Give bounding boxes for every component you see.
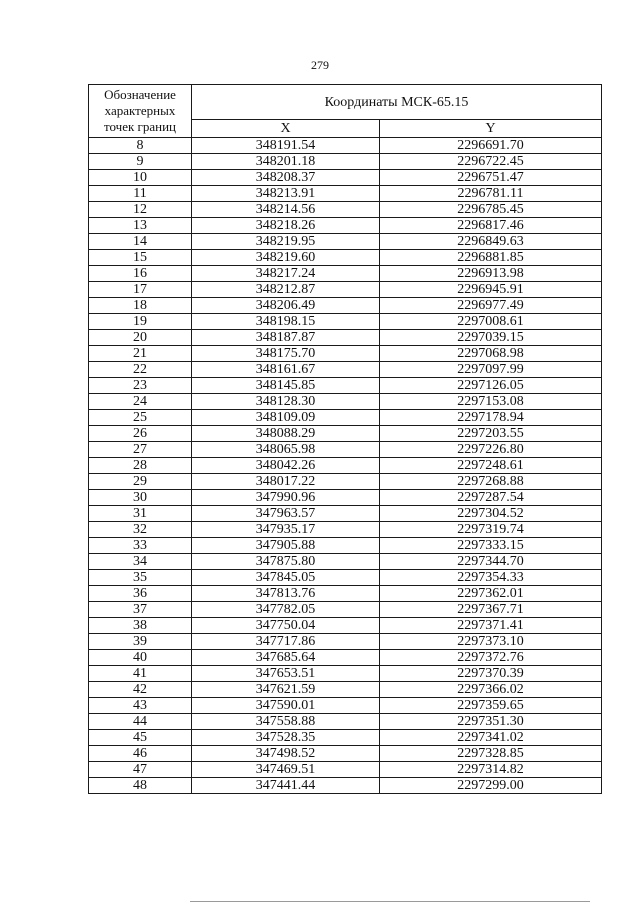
table-row — [89, 234, 602, 250]
x-coordinate-cell: 348175.70 — [192, 346, 380, 362]
point-number-cell: 48 — [89, 778, 192, 794]
y-coordinate-cell: 2296722.45 — [380, 154, 602, 170]
point-number-cell: 13 — [89, 218, 192, 234]
x-coordinate-cell: 347813.76 — [192, 586, 380, 602]
point-number-cell: 44 — [89, 714, 192, 730]
y-coordinate-cell: 2297268.88 — [380, 474, 602, 490]
x-coordinate-cell: 347935.17 — [192, 522, 380, 538]
table-row — [89, 298, 602, 314]
point-number-cell: 26 — [89, 426, 192, 442]
point-number-cell: 37 — [89, 602, 192, 618]
point-number-cell: 42 — [89, 682, 192, 698]
x-coordinate-cell: 347621.59 — [192, 682, 380, 698]
point-number-cell: 36 — [89, 586, 192, 602]
point-number-cell: 10 — [89, 170, 192, 186]
x-coordinate-cell: 348065.98 — [192, 442, 380, 458]
y-coordinate-cell: 2297248.61 — [380, 458, 602, 474]
table-row — [89, 586, 602, 602]
point-number-cell: 38 — [89, 618, 192, 634]
x-coordinate-cell: 347653.51 — [192, 666, 380, 682]
x-coordinate-cell: 348206.49 — [192, 298, 380, 314]
x-coordinate-cell: 348042.26 — [192, 458, 380, 474]
table-row — [89, 282, 602, 298]
point-number-cell: 33 — [89, 538, 192, 554]
coordinates-group-header: Координаты МСК-65.15 — [192, 85, 602, 120]
x-coordinate-cell: 347685.64 — [192, 650, 380, 666]
y-coordinate-cell: 2296751.47 — [380, 170, 602, 186]
table-row — [89, 602, 602, 618]
y-coordinate-cell: 2297068.98 — [380, 346, 602, 362]
y-coordinate-cell: 2297319.74 — [380, 522, 602, 538]
x-coordinate-cell: 348088.29 — [192, 426, 380, 442]
point-number-cell: 21 — [89, 346, 192, 362]
page-number: 279 — [311, 58, 329, 72]
y-coordinate-cell: 2297367.71 — [380, 602, 602, 618]
y-coordinate-cell: 2297097.99 — [380, 362, 602, 378]
y-coordinate-cell: 2296781.11 — [380, 186, 602, 202]
y-coordinate-cell: 2297373.10 — [380, 634, 602, 650]
point-number-cell: 46 — [89, 746, 192, 762]
table-row — [89, 314, 602, 330]
table-row — [89, 538, 602, 554]
y-coordinate-cell: 2297226.80 — [380, 442, 602, 458]
point-number-cell: 39 — [89, 634, 192, 650]
x-coordinate-cell: 348109.09 — [192, 410, 380, 426]
x-coordinate-cell: 347845.05 — [192, 570, 380, 586]
table-row — [89, 346, 602, 362]
point-designation-header: Обозначение характерных точек границ — [89, 85, 192, 138]
y-coordinate-cell: 2297153.08 — [380, 394, 602, 410]
table-row — [89, 138, 602, 154]
point-number-cell: 12 — [89, 202, 192, 218]
y-coordinate-cell: 2297359.65 — [380, 698, 602, 714]
point-number-cell: 15 — [89, 250, 192, 266]
scan-edge-line — [190, 901, 590, 902]
y-coordinate-cell: 2297126.05 — [380, 378, 602, 394]
table-row — [89, 746, 602, 762]
y-coordinate-cell: 2296881.85 — [380, 250, 602, 266]
table-row — [89, 666, 602, 682]
x-coordinate-cell: 348191.54 — [192, 138, 380, 154]
point-number-cell: 40 — [89, 650, 192, 666]
x-coordinate-cell: 347875.80 — [192, 554, 380, 570]
y-coordinate-cell: 2296849.63 — [380, 234, 602, 250]
y-coordinate-cell: 2297333.15 — [380, 538, 602, 554]
point-number-cell: 28 — [89, 458, 192, 474]
table-row — [89, 458, 602, 474]
x-coordinate-cell: 347990.96 — [192, 490, 380, 506]
point-number-cell: 30 — [89, 490, 192, 506]
y-coordinate-cell: 2296785.45 — [380, 202, 602, 218]
table-row — [89, 730, 602, 746]
y-coordinate-cell: 2297304.52 — [380, 506, 602, 522]
table-row — [89, 650, 602, 666]
point-number-cell: 31 — [89, 506, 192, 522]
point-number-cell: 29 — [89, 474, 192, 490]
x-coordinate-cell: 347558.88 — [192, 714, 380, 730]
point-number-cell: 9 — [89, 154, 192, 170]
table-row — [89, 154, 602, 170]
table-row — [89, 714, 602, 730]
table-row — [89, 762, 602, 778]
x-coordinate-cell: 348213.91 — [192, 186, 380, 202]
table-row — [89, 698, 602, 714]
table-row — [89, 778, 602, 794]
point-number-cell: 24 — [89, 394, 192, 410]
x-coordinate-cell: 347905.88 — [192, 538, 380, 554]
table-row — [89, 618, 602, 634]
y-coordinate-cell: 2297328.85 — [380, 746, 602, 762]
table-row — [89, 202, 602, 218]
x-coordinate-cell: 347528.35 — [192, 730, 380, 746]
table-row — [89, 394, 602, 410]
point-number-cell: 8 — [89, 138, 192, 154]
y-column-header: Y — [380, 120, 602, 138]
table-row — [89, 218, 602, 234]
x-coordinate-cell: 348212.87 — [192, 282, 380, 298]
x-coordinate-cell: 348214.56 — [192, 202, 380, 218]
point-number-cell: 47 — [89, 762, 192, 778]
table-row — [89, 426, 602, 442]
x-coordinate-cell: 347469.51 — [192, 762, 380, 778]
point-number-cell: 11 — [89, 186, 192, 202]
x-coordinate-cell: 348145.85 — [192, 378, 380, 394]
table-row — [89, 554, 602, 570]
table-row — [89, 330, 602, 346]
x-coordinate-cell: 348017.22 — [192, 474, 380, 490]
point-number-cell: 43 — [89, 698, 192, 714]
x-coordinate-cell: 347782.05 — [192, 602, 380, 618]
y-coordinate-cell: 2297362.01 — [380, 586, 602, 602]
table-row — [89, 170, 602, 186]
table-row — [89, 634, 602, 650]
y-coordinate-cell: 2296691.70 — [380, 138, 602, 154]
y-coordinate-cell: 2297344.70 — [380, 554, 602, 570]
y-coordinate-cell: 2296817.46 — [380, 218, 602, 234]
y-coordinate-cell: 2297008.61 — [380, 314, 602, 330]
y-coordinate-cell: 2297203.55 — [380, 426, 602, 442]
y-coordinate-cell: 2297366.02 — [380, 682, 602, 698]
table-row — [89, 442, 602, 458]
x-column-header: X — [192, 120, 380, 138]
y-coordinate-cell: 2296945.91 — [380, 282, 602, 298]
table-row — [89, 570, 602, 586]
y-coordinate-cell: 2297372.76 — [380, 650, 602, 666]
point-number-cell: 22 — [89, 362, 192, 378]
x-coordinate-cell: 348208.37 — [192, 170, 380, 186]
point-number-cell: 23 — [89, 378, 192, 394]
point-number-cell: 18 — [89, 298, 192, 314]
table-row — [89, 186, 602, 202]
x-coordinate-cell: 348218.26 — [192, 218, 380, 234]
y-coordinate-cell: 2297039.15 — [380, 330, 602, 346]
y-coordinate-cell: 2297371.41 — [380, 618, 602, 634]
y-coordinate-cell: 2297299.00 — [380, 778, 602, 794]
coordinates-table — [88, 84, 602, 794]
table-row — [89, 682, 602, 698]
point-number-cell: 25 — [89, 410, 192, 426]
point-number-cell: 45 — [89, 730, 192, 746]
y-coordinate-cell: 2297354.33 — [380, 570, 602, 586]
y-coordinate-cell: 2297314.82 — [380, 762, 602, 778]
table-row — [89, 522, 602, 538]
x-coordinate-cell: 348198.15 — [192, 314, 380, 330]
point-number-cell: 41 — [89, 666, 192, 682]
point-number-cell: 16 — [89, 266, 192, 282]
x-coordinate-cell: 347750.04 — [192, 618, 380, 634]
x-coordinate-cell: 347498.52 — [192, 746, 380, 762]
x-coordinate-cell: 348219.95 — [192, 234, 380, 250]
table-row — [89, 506, 602, 522]
point-number-cell: 14 — [89, 234, 192, 250]
point-number-cell: 20 — [89, 330, 192, 346]
table-row — [89, 474, 602, 490]
table-row — [89, 378, 602, 394]
table-row — [89, 490, 602, 506]
x-coordinate-cell: 348201.18 — [192, 154, 380, 170]
x-coordinate-cell: 348187.87 — [192, 330, 380, 346]
y-coordinate-cell: 2297341.02 — [380, 730, 602, 746]
point-number-cell: 19 — [89, 314, 192, 330]
y-coordinate-cell: 2297351.30 — [380, 714, 602, 730]
y-coordinate-cell: 2296977.49 — [380, 298, 602, 314]
point-number-cell: 32 — [89, 522, 192, 538]
x-coordinate-cell: 348161.67 — [192, 362, 380, 378]
point-number-cell: 17 — [89, 282, 192, 298]
x-coordinate-cell: 348217.24 — [192, 266, 380, 282]
y-coordinate-cell: 2297287.54 — [380, 490, 602, 506]
table-row — [89, 362, 602, 378]
x-coordinate-cell: 348219.60 — [192, 250, 380, 266]
point-number-cell: 34 — [89, 554, 192, 570]
table-row — [89, 410, 602, 426]
table-body — [89, 138, 602, 794]
y-coordinate-cell: 2297178.94 — [380, 410, 602, 426]
x-coordinate-cell: 347441.44 — [192, 778, 380, 794]
point-number-cell: 35 — [89, 570, 192, 586]
table-header — [89, 85, 602, 138]
x-coordinate-cell: 347717.86 — [192, 634, 380, 650]
table-row — [89, 266, 602, 282]
x-coordinate-cell: 347963.57 — [192, 506, 380, 522]
table-row — [89, 250, 602, 266]
y-coordinate-cell: 2296913.98 — [380, 266, 602, 282]
x-coordinate-cell: 348128.30 — [192, 394, 380, 410]
point-number-cell: 27 — [89, 442, 192, 458]
x-coordinate-cell: 347590.01 — [192, 698, 380, 714]
y-coordinate-cell: 2297370.39 — [380, 666, 602, 682]
